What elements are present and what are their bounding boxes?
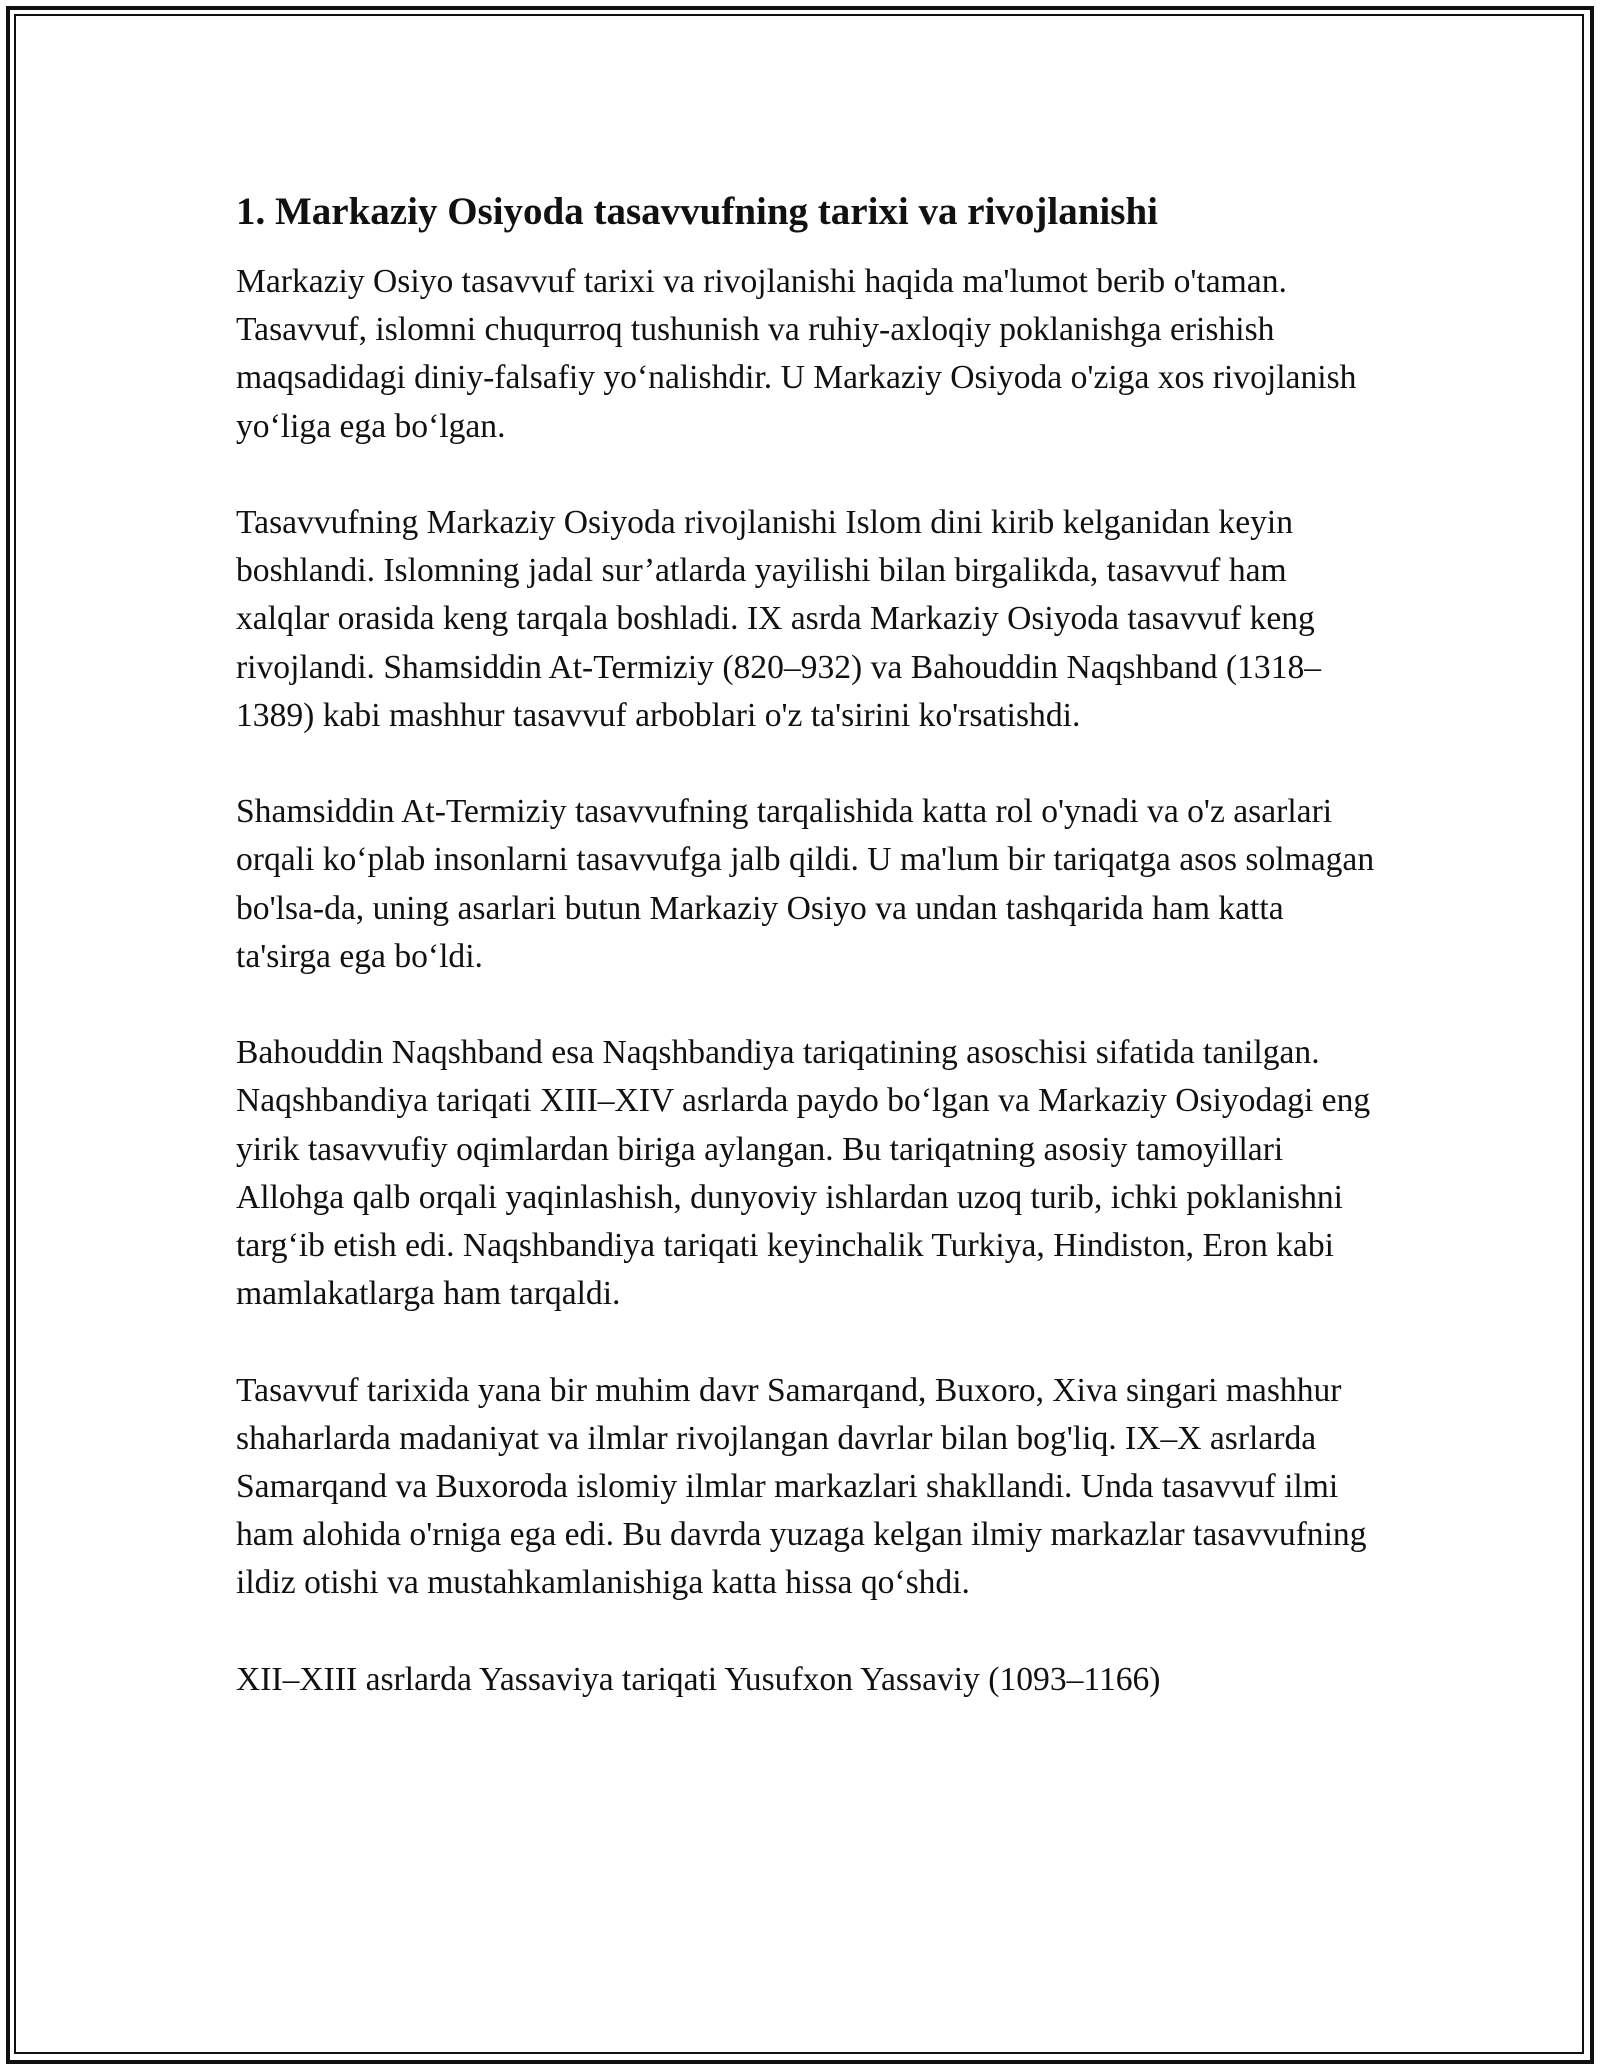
document-body bbox=[236, 186, 1376, 1752]
section-heading: 1. Markaziy Osiyoda tasavvufning tarixi va rivojlanishi bbox=[236, 190, 1158, 233]
paragraph-intro: Markaziy Osiyo tasavvuf tarixi va rivojlanishi haqida ma'lumot berib o'taman. Tasavvuf, islomni chuqurroq tushunish va ruhiy-axloqiy poklanishga erishish maqsadidagi diniy-falsafiy yo‘nalishdir. U Markaziy Osiyoda o'ziga xos rivojlanish yo‘liga ega bo‘lgan. bbox=[236, 263, 1357, 445]
paragraph-naqshband: Bahouddin Naqshband esa Naqshbandiya tariqatining asoschisi sifatida tanilgan. Naqshbandiya tariqati XIII–XIV asrlarda paydo bo‘lgan va Markaziy Osiyodagi eng yirik tasavvufiy oqimlardan biriga aylangan. Bu tariqatning asosiy tamoyillari Allohga qalb orqali yaqinlashish, dunyoviy ishlardan uzoq turib, ichki poklanishni targ‘ib etish edi. Naqshbandiya tariqati keyinchalik Turkiya, Hindiston, Eron kabi mamlakatlarga ham tarqaldi. bbox=[236, 1034, 1371, 1313]
paragraph-cities: Tasavvuf tarixida yana bir muhim davr Samarqand, Buxoro, Xiva singari mashhur shaharlarda madaniyat va ilmlar rivojlangan davrlar bilan bog'liq. IX–X asrlarda Samarqand va Buxoroda islomiy ilmlar markazlari shakllandi. Unda tasavvuf ilmi ham alohida o'rniga ega edi. Bu davrda yuzaga kelgan ilmiy markazlar tasavvufning ildiz otishi va mustahkamlanishiga katta hissa qo‘shdi. bbox=[236, 1371, 1367, 1602]
paragraph-development: Tasavvufning Markaziy Osiyoda rivojlanishi Islom dini kirib kelganidan keyin boshlandi. Islomning jadal sur’atlarda yayilishi bilan birgalikda, tasavvuf ham xalqlar orasida keng tarqala boshladi. IX asrda Markaziy Osiyoda tasavvuf keng rivojlandi. Shamsiddin At-Termiziy (820–932) va Bahouddin Naqshband (1318–1389) kabi mashhur tasavvuf arboblari o'z ta'sirini ko'rsatishdi. bbox=[236, 504, 1322, 734]
paragraph-yassaviya: XII–XIII asrlarda Yassaviya tariqati Yusufxon Yassaviy (1093–1166) bbox=[236, 1660, 1161, 1698]
paragraph-termiziy: Shamsiddin At-Termiziy tasavvufning tarqalishida katta rol o'ynadi va o'z asarlari orqali ko‘plab insonlarni tasavvufga jalb qildi. U ma'lum bir tariqatga asos solmagan bo'lsa-da, uning asarlari butun Markaziy Osiyo va undan tashqarida ham katta ta'sirga ega bo‘ldi. bbox=[236, 793, 1375, 975]
